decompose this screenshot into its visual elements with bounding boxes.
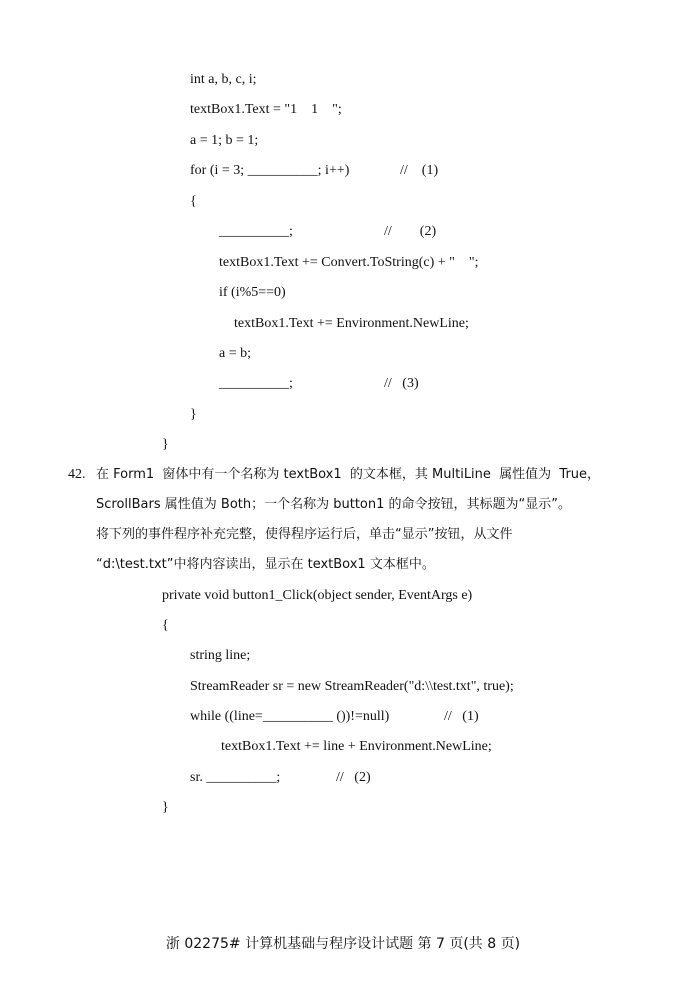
code1-comment-2: // (2) — [384, 224, 437, 239]
code1-line-if: if (i%5==0) — [219, 285, 286, 300]
code2-line-streamreader: StreamReader sr = new StreamReader("d:\\test.txt", true); — [190, 679, 514, 694]
code2-line-while: while ((line=__________ ())!=null) — [190, 709, 390, 724]
question42-text-line3: 将下列的事件程序补充完整，使得程序运行后，单击“显示”按钮，从文件 — [96, 527, 513, 542]
code1-line-for: for (i = 3; __________; i++) — [190, 163, 350, 178]
code2-line-close: sr. __________; — [190, 770, 281, 785]
code2-open-brace: { — [162, 618, 169, 633]
question42-text-line2: ScrollBars 属性值为 Both；一个名称为 button1 的命令按钮，其标题为“显示”。 — [96, 497, 571, 512]
code1-line-newline: textBox1.Text += Environment.NewLine; — [234, 316, 469, 331]
code1-outer-close-brace: } — [162, 437, 169, 452]
page-footer: 浙 02275# 计算机基础与程序设计试题 第 7 页(共 8 页) — [165, 936, 521, 952]
code2-method-signature: private void button1_Click(object sender, EventArgs e) — [162, 588, 473, 603]
code1-line-a-eq-b: a = b; — [219, 346, 251, 361]
code2-comment-2: // (2) — [336, 770, 371, 785]
code2-line-append: textBox1.Text += line + Environment.NewLine; — [221, 739, 492, 754]
code1-line-declare: int a, b, c, i; — [190, 72, 257, 87]
question42-text-line1: 在 Form1 窗体中有一个名称为 textBox1 的文本框，其 MultiLine 属性值为 True， — [96, 467, 601, 482]
code1-blank-2: __________; — [219, 224, 293, 239]
code1-line-assign: a = 1; b = 1; — [190, 133, 259, 148]
code1-open-brace: { — [190, 194, 197, 209]
code1-comment-1: // (1) — [400, 163, 439, 178]
code2-close-brace: } — [162, 800, 169, 815]
question-number: 42. — [68, 467, 86, 482]
code1-line-append: textBox1.Text += Convert.ToString(c) + " "; — [219, 255, 479, 270]
code1-blank-3: __________; — [219, 376, 293, 391]
code1-inner-close-brace: } — [190, 407, 197, 422]
code1-line-textbox-init: textBox1.Text = "1 1 "; — [190, 102, 342, 117]
question42-text-line4: “d:\test.txt”中将内容读出，显示在 textBox1 文本框中。 — [96, 557, 435, 572]
code2-comment-1: // (1) — [444, 709, 479, 724]
code2-line-declare: string line; — [190, 648, 251, 663]
code1-comment-3: // (3) — [384, 376, 419, 391]
